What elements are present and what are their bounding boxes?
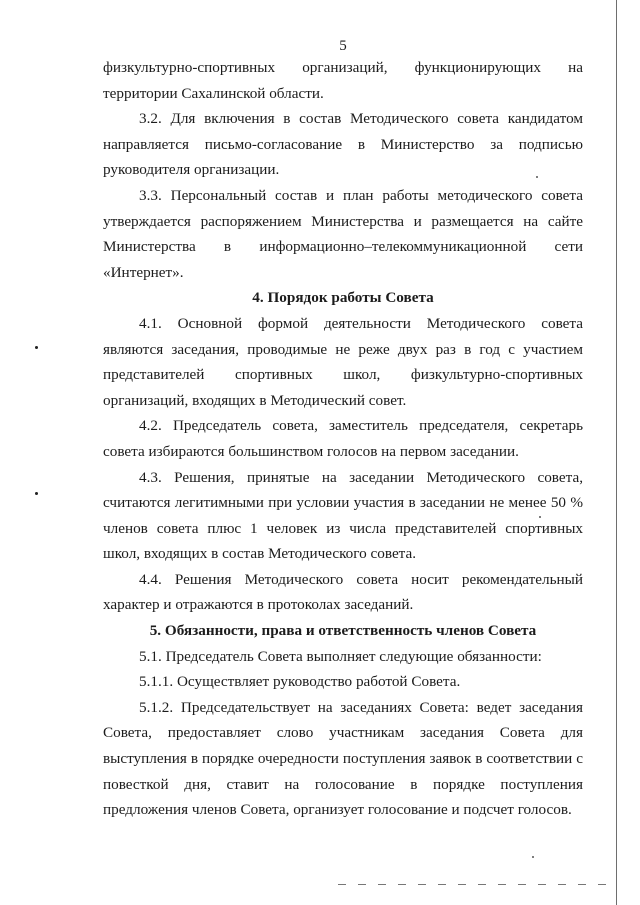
scan-dot [35,346,38,349]
section-heading: 4. Порядок работы Совета [252,289,434,307]
paragraph: 4.1. Основной формой деятельности Методического совета являются заседания, проводимые не реже двух раз в год с участием представителей спортивных школ, физкультурно-спортивных организаций, входящих в Методический совет. [103,314,583,409]
paragraph: 5.1.2. Председательствует на заседаниях Совета: ведет заседания Совета, предоставляет слово участникам заседания Совета для выступления в порядке очередности поступления заявок в соответствии с повесткой дня, ставит на голосование в порядке поступления предложения членов Совета, организует голосование и подсчет голосов. [103,698,583,819]
paragraph: 4.3. Решения, принятые на заседании Методического совета, считаются легитимными при условии участия в заседании не менее 50 % членов совета плюс 1 человек из числа представителей спортивных школ, входящих в состав Методического совета. [103,468,583,563]
paragraph: физкультурно-спортивных организаций, функционирующих на территории Сахалинской области. [103,59,583,102]
paragraph: 4.4. Решения Методического совета носит рекомендательный характер и отражаются в протоколах заседаний. [103,570,583,614]
page-number: 5 [339,38,347,54]
scan-dot [35,492,38,495]
paragraph: 4.2. Председатель совета, заместитель председателя, секретарь совета избираются большинством голосов на первом заседании. [103,417,583,460]
scan-bottom-marks [338,884,616,885]
section-heading: 5. Обязанности, права и ответственность членов Совета [149,622,537,640]
scan-speck [532,856,534,858]
scan-edge-line [616,0,617,905]
document-body [103,55,583,823]
paragraph: 5.1. Председатель Совета выполняет следующие обязанности: [139,647,542,665]
paragraph: 3.2. Для включения в состав Методического совета кандидатом направляется письмо-согласование в Министерство за подписью руководителя организации. [103,110,583,179]
paragraph: 5.1.1. Осуществляет руководство работой Совета. [139,673,461,691]
paragraph: 3.3. Персональный состав и план работы методического совета утверждается распоряжением Министерства и размещается на сайте Министерства в информационно–телекоммуникационной сети «Интернет». [103,186,583,281]
